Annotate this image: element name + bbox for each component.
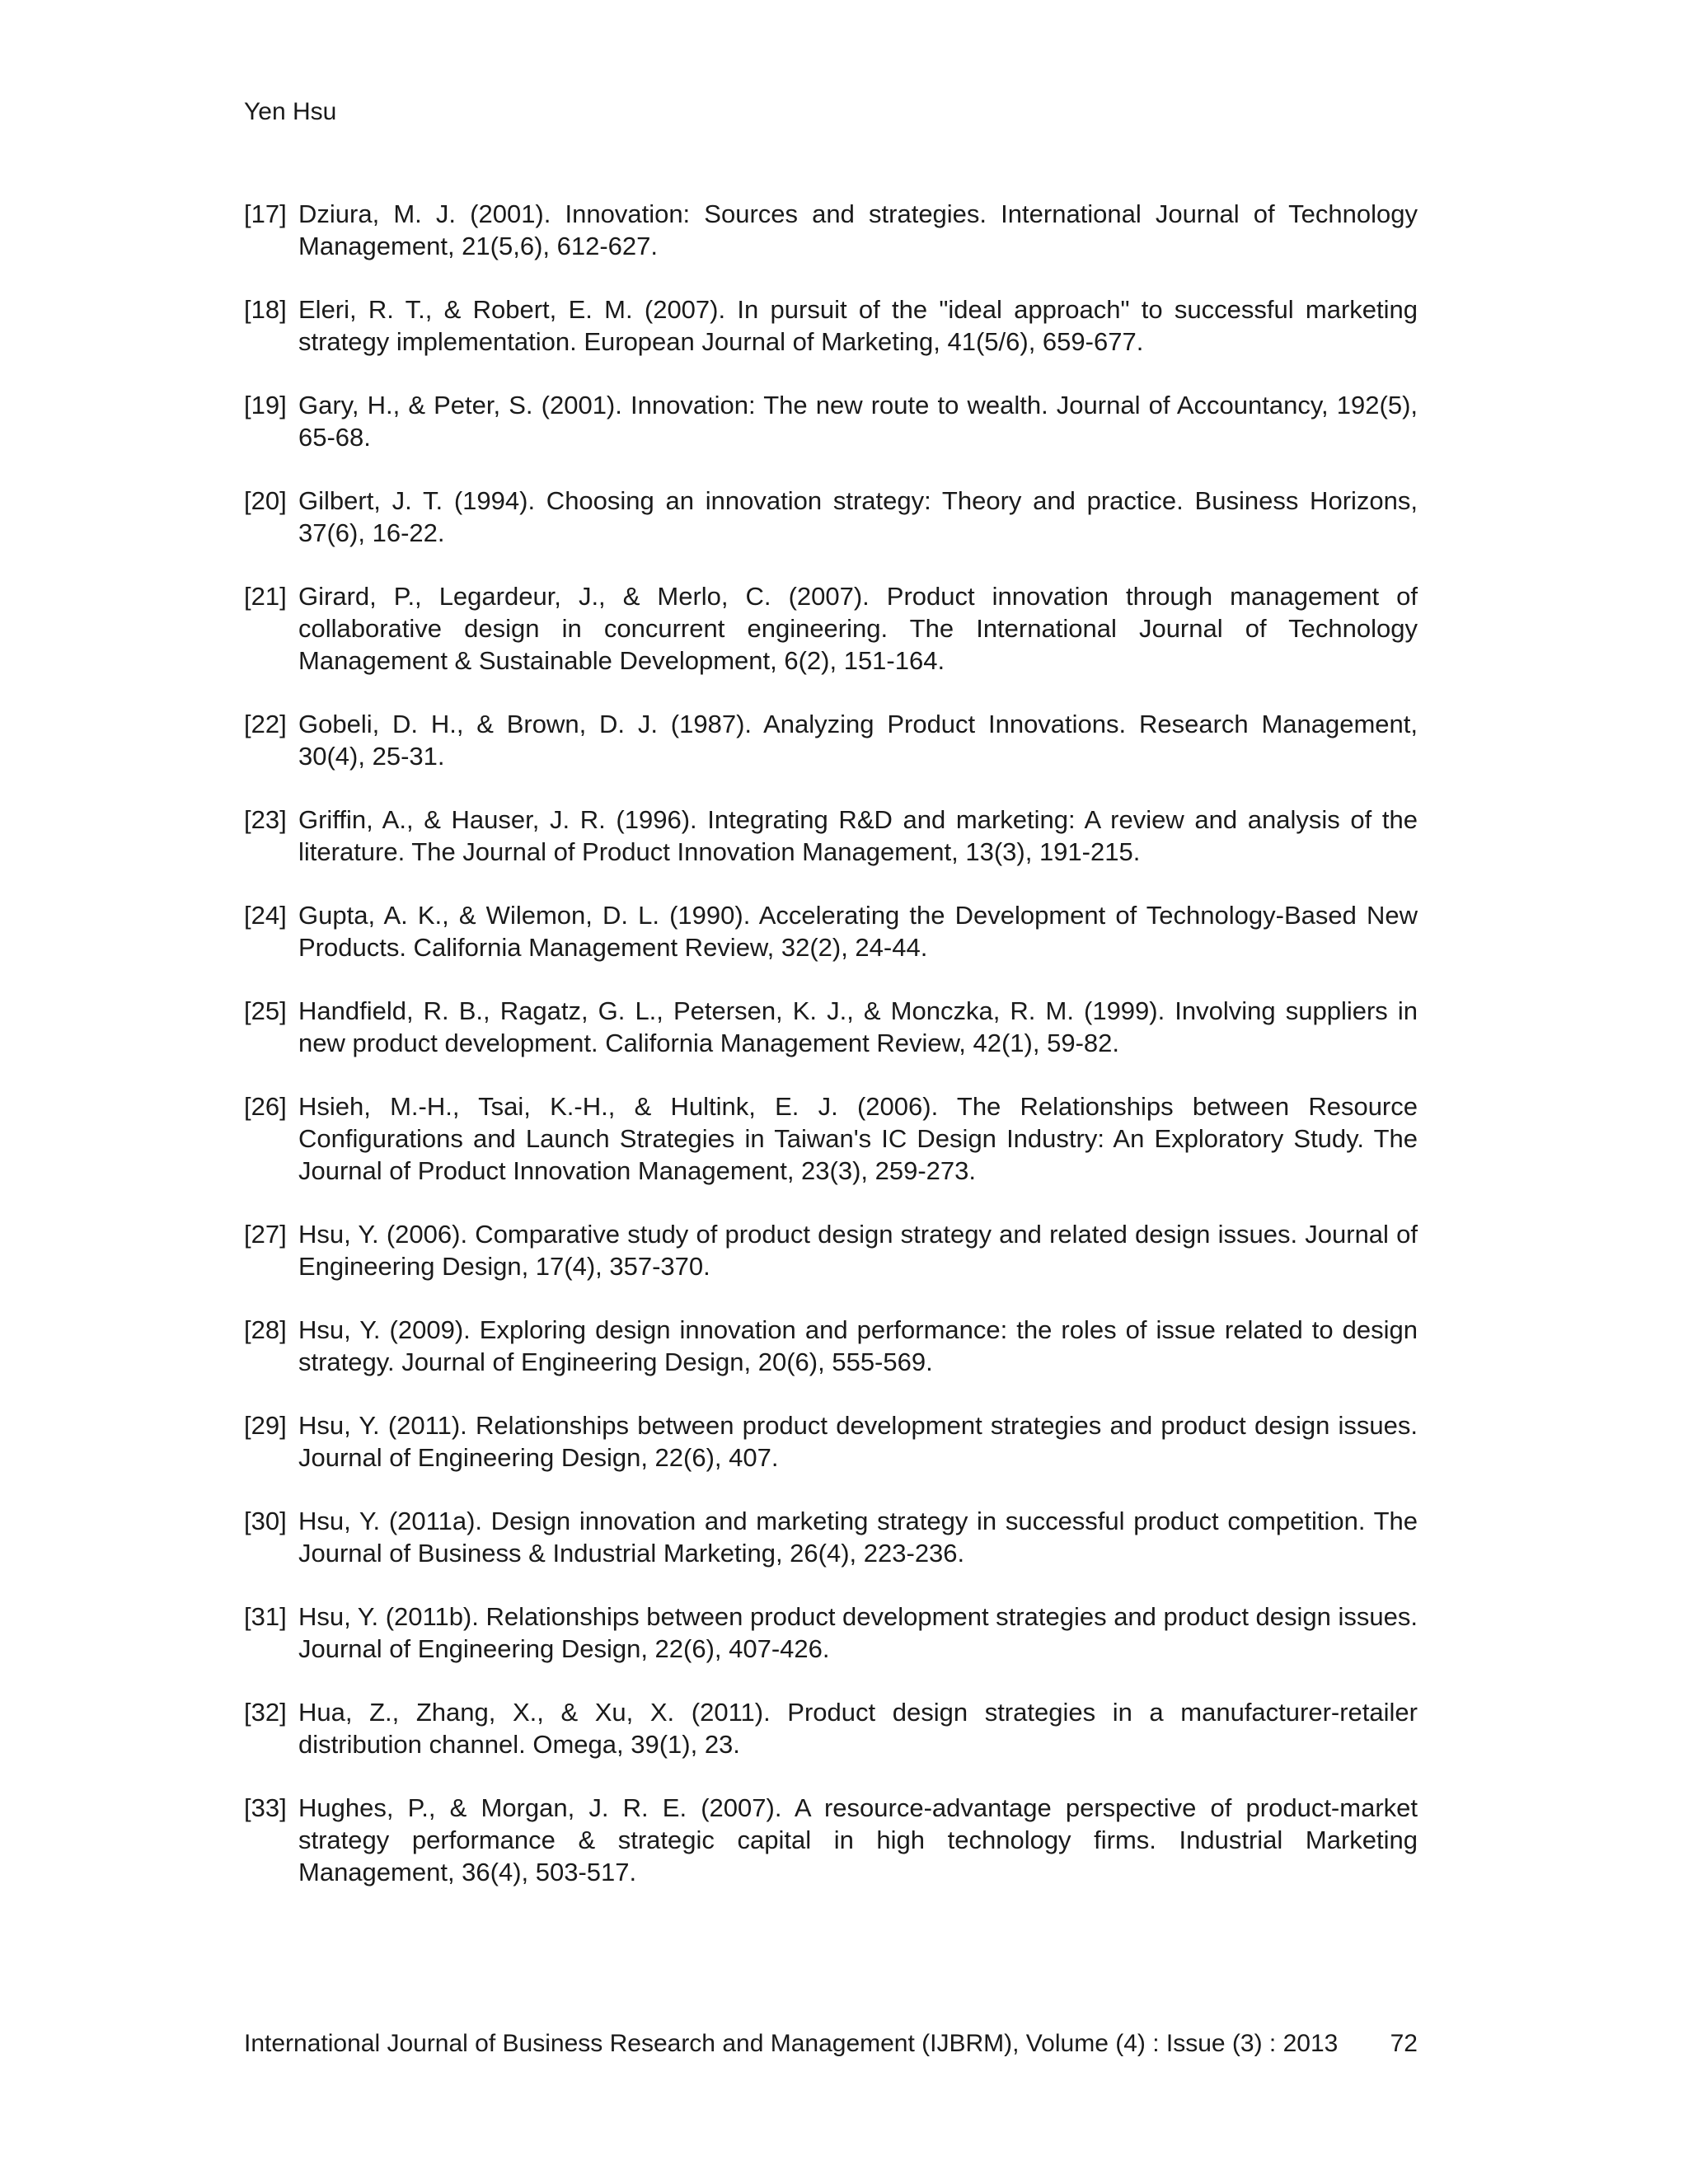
reference-text: Hsu, Y. (2011a). Design innovation and marketing strategy in successful product competition. The Journal of Business & Industrial Marketing, 26(4), 223-236. [298, 1507, 1418, 1568]
reference-text: Hsu, Y. (2006). Comparative study of product design strategy and related design issues. Journal of Engineering Design, 17(4), 357-370. [298, 1220, 1418, 1281]
page-number: 72 [1390, 2030, 1418, 2057]
reference-item [244, 293, 1418, 358]
reference-item [244, 1792, 1418, 1888]
reference-item [244, 1409, 1418, 1474]
reference-item [244, 389, 1418, 453]
reference-number: [33] [244, 1793, 287, 1822]
reference-item [244, 899, 1418, 963]
reference-item [244, 1218, 1418, 1282]
reference-item [244, 708, 1418, 772]
reference-number: [21] [244, 582, 287, 611]
reference-text: Gupta, A. K., & Wilemon, D. L. (1990). Accelerating the Development of Technology-Based New Products. California Management Review, 32(2), 24-44. [298, 901, 1418, 962]
reference-text: Girard, P., Legardeur, J., & Merlo, C. (2007). Product innovation through management of collaborative design in concurrent engineering. The International Journal of Technology Management & Sustainable Development, 6(2), 151-164. [298, 582, 1418, 675]
footer-journal-citation: International Journal of Business Research and Management (IJBRM), Volume (4) : Issue (3) : 2013 [244, 2030, 1339, 2057]
reference-number: [19] [244, 391, 287, 419]
reference-number: [17] [244, 199, 287, 228]
reference-item [244, 580, 1418, 677]
reference-text: Hua, Z., Zhang, X., & Xu, X. (2011). Product design strategies in a manufacturer-retailer distribution channel. Omega, 39(1), 23. [298, 1698, 1418, 1759]
reference-text: Eleri, R. T., & Robert, E. M. (2007). In pursuit of the "ideal approach" to successful marketing strategy implementation. European Journal of Marketing, 41(5/6), 659-677. [298, 295, 1418, 356]
reference-item [244, 485, 1418, 549]
reference-item [244, 198, 1418, 262]
reference-number: [29] [244, 1411, 287, 1440]
reference-number: [30] [244, 1507, 287, 1535]
running-head: Yen Hsu [244, 98, 337, 125]
reference-text: Gary, H., & Peter, S. (2001). Innovation: The new route to wealth. Journal of Accountancy, 192(5), 65-68. [298, 391, 1418, 452]
reference-list [244, 198, 1418, 1919]
reference-number: [28] [244, 1315, 287, 1344]
reference-text: Handfield, R. B., Ragatz, G. L., Petersen, K. J., & Monczka, R. M. (1999). Involving suppliers in new product development. California Management Review, 42(1), 59-82. [298, 996, 1418, 1057]
reference-text: Hsu, Y. (2011). Relationships between product development strategies and product design issues. Journal of Engineering Design, 22(6), 407. [298, 1411, 1418, 1472]
reference-item [244, 1601, 1418, 1665]
reference-item [244, 995, 1418, 1059]
reference-item [244, 1696, 1418, 1760]
reference-text: Griffin, A., & Hauser, J. R. (1996). Integrating R&D and marketing: A review and analysis of the literature. The Journal of Product Innovation Management, 13(3), 191-215. [298, 805, 1418, 866]
reference-number: [20] [244, 486, 287, 515]
reference-item [244, 1314, 1418, 1378]
reference-number: [23] [244, 805, 287, 834]
reference-item [244, 804, 1418, 868]
reference-number: [27] [244, 1220, 287, 1249]
reference-text: Gilbert, J. T. (1994). Choosing an innovation strategy: Theory and practice. Business Horizons, 37(6), 16-22. [298, 486, 1418, 547]
reference-text: Hsieh, M.-H., Tsai, K.-H., & Hultink, E. J. (2006). The Relationships between Resource Configurations and Launch Strategies in Taiwan's IC Design Industry: An Exploratory Study. The Journal of Product Innovation Management, 23(3), 259-273. [298, 1092, 1418, 1185]
reference-number: [24] [244, 901, 287, 930]
reference-number: [31] [244, 1602, 287, 1631]
reference-number: [18] [244, 295, 287, 324]
reference-number: [26] [244, 1092, 287, 1121]
reference-text: Gobeli, D. H., & Brown, D. J. (1987). Analyzing Product Innovations. Research Management, 30(4), 25-31. [298, 710, 1418, 771]
reference-number: [32] [244, 1698, 287, 1727]
reference-number: [25] [244, 996, 287, 1025]
reference-item [244, 1090, 1418, 1187]
reference-text: Hsu, Y. (2009). Exploring design innovation and performance: the roles of issue related to design strategy. Journal of Engineering Design, 20(6), 555-569. [298, 1315, 1418, 1376]
reference-text: Dziura, M. J. (2001). Innovation: Sources and strategies. International Journal of Technology Management, 21(5,6), 612-627. [298, 199, 1418, 260]
reference-item [244, 1505, 1418, 1569]
reference-text: Hsu, Y. (2011b). Relationships between product development strategies and product design issues. Journal of Engineering Design, 22(6), 407-426. [298, 1602, 1418, 1663]
reference-number: [22] [244, 710, 287, 738]
reference-text: Hughes, P., & Morgan, J. R. E. (2007). A resource-advantage perspective of product-market strategy performance & strategic capital in high technology firms. Industrial Marketing Management, 36(4), 503-517. [298, 1793, 1418, 1886]
